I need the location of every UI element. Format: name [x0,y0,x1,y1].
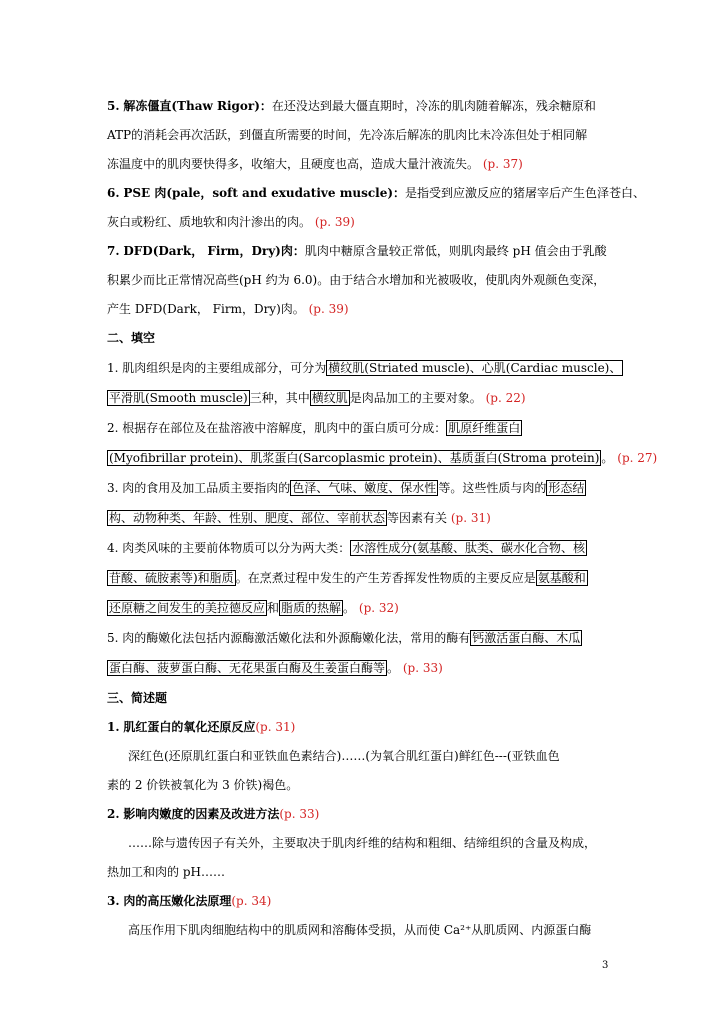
item-text: 是肉品加工的主要对象。 [349,391,482,405]
page-reference: (p. 33) [402,661,443,675]
page-reference: (p. 39) [308,302,349,316]
definition-7-line2: 积累少而比正常情况高些(pH 约为 6.0)。由于结合水增加和光被吸收，使肌肉外观颜色变深， [107,273,606,287]
fill-item-4-line2 [107,570,617,586]
item-text: 肉的食用及加工品质主要指肉的 [122,481,291,495]
page-reference: (p. 27) [617,451,658,465]
answer-box: 平滑肌(Smooth muscle) [109,391,248,405]
short-answer-2-title [107,806,617,822]
question-title: 影响肉嫩度的因素及改进方法 [123,807,280,821]
item-number: 2. [107,421,119,435]
answer-box: 水溶性成分(氨基酸、肽类、碳水化合物、核 [352,541,585,555]
item-text: 三种，其中 [249,391,310,405]
definition-7-line3 [107,301,617,317]
question-title: 肉的高压嫩化法原理 [123,894,232,908]
short-answer-3-body1: 高压作用下肌肉细胞结构中的肌质网和溶酶体受损，从而使 Ca²⁺从肌质网、内源蛋白酶 [128,923,592,937]
definition-text: 肌肉中糖原含量较正常低，则肌肉最终 pH 值会由于乳酸 [304,244,607,258]
item-number: 2. [107,807,120,821]
item-text: 。 [387,661,400,675]
fill-item-3-line1 [107,480,617,496]
short-answer-1-body1: 深红色(还原肌红蛋白和亚铁血色素结合)……(为氧合肌红蛋白)鲜红色---(亚铁血色 [128,749,560,763]
item-text: 等因素有关 [387,511,448,525]
definition-number: 6. [107,186,120,200]
page-reference: (p. 31) [450,511,491,525]
fill-item-4-line3 [107,600,617,616]
page-reference: (p. 31) [255,720,296,734]
definition-text: 在还没达到最大僵直期时，冷冻的肌肉随着解冻，残余糖原和 [271,99,596,113]
fill-item-5-line1 [107,630,617,646]
item-number: 1. [107,361,119,375]
answer-box: 苷酸、硫胺素等)和脂质 [109,571,234,585]
answer-box: 色泽、气味、嫩度、保水性 [292,481,437,495]
short-answer-1-title [107,719,617,735]
section-heading-fill-blank: 二、填空 [107,331,156,345]
fill-item-5-line2 [107,660,617,676]
item-text: 。 [343,601,356,615]
definition-5-line2: ATP的消耗会再次活跃，到僵直所需要的时间，先冷冻后解冻的肌肉比未冷冻但处于相同解 [107,128,588,142]
definition-term: DFD(Dark， Firm，Dry)肉： [123,244,305,258]
item-number: 5. [107,631,119,645]
page-number: 3 [602,960,609,971]
item-number: 3. [107,894,120,908]
definition-5-line3 [107,156,617,172]
item-text: 。 [601,451,614,465]
answer-box: 钙激活蛋白酶、木瓜 [472,631,581,645]
item-number: 3. [107,481,119,495]
answer-box: 形态结 [548,481,585,495]
page-reference: (p. 33) [279,807,320,821]
item-text: 和 [267,601,280,615]
answer-box: 氨基酸和 [537,571,586,585]
fill-item-3-line2 [107,510,617,526]
page-reference: (p. 32) [358,601,399,615]
answer-box: 构、动物种类、年龄、性别、肥度、部位、宰前状态 [109,511,386,525]
answer-box: 横纹肌 [311,391,348,405]
definition-text: 产生 DFD(Dark， Firm，Dry)肉。 [107,302,305,316]
item-text: 肉类风味的主要前体物质可以分为两大类： [122,541,351,555]
answer-box: 脂质的热解 [281,601,342,615]
fill-item-4-line1 [107,540,617,556]
question-title: 肌红蛋白的氧化还原反应 [123,720,256,734]
answer-box: (Myofibrillar protein)、肌浆蛋白(Sarcoplasmic protein)、基质蛋白(Stroma protein) [109,451,600,465]
answer-box: 还原糖之间发生的美拉德反应 [109,601,266,615]
fill-item-1-line1 [107,360,622,376]
page-reference: (p. 34) [231,894,272,908]
section-heading-short-answer: 三、简述题 [107,691,168,705]
definition-5-line1 [107,98,617,114]
answer-box: 蛋白酶、菠萝蛋白酶、无花果蛋白酶及生姜蛋白酶等 [109,661,386,675]
page-reference: (p. 22) [485,391,526,405]
item-text: 等。这些性质与肉的 [438,481,547,495]
page-reference: (p. 39) [314,215,355,229]
fill-item-2-line1 [107,420,617,436]
definition-7-line1 [107,243,617,259]
page-reference: (p. 37) [482,157,523,171]
definition-6-line2 [107,214,617,230]
short-answer-1-body2: 素的 2 价铁被氧化为 3 价铁)褐色。 [107,778,299,792]
fill-item-2-line2 [107,450,658,466]
fill-item-1-line2 [107,390,617,406]
item-text: 肉的酶嫩化法包括内源酶激活嫩化法和外源酶嫩化法，常用的酶有 [122,631,471,645]
definition-number: 5. [107,99,120,113]
item-number: 1. [107,720,120,734]
definition-text: 灰白或粉红、质地软和肉汁渗出的肉。 [107,215,312,229]
short-answer-2-body2: 热加工和肉的 pH…… [107,865,225,879]
definition-text: 是指受到应激反应的猪屠宰后产生色泽苍白、 [405,186,646,200]
short-answer-3-title [107,893,617,909]
definition-6-line1 [107,185,646,201]
item-text: 。在烹煮过程中发生的产生芳香挥发性物质的主要反应是 [235,571,536,585]
short-answer-2-body1: ……除与遗传因子有关外，主要取决于肌肉纤维的结构和粗细、结缔组织的含量及构成， [128,836,597,850]
item-text: 肌肉组织是肉的主要组成部分，可分为 [122,361,327,375]
item-text: 根据存在部位及在盐溶液中溶解度，肌肉中的蛋白质可分成： [122,421,447,435]
definition-text: 冻温度中的肌肉要快得多，收缩大，且硬度也高，造成大量汁液流失。 [107,157,480,171]
definition-term: 解冻僵直(Thaw Rigor)： [123,99,272,113]
answer-box: 横纹肌(Striated muscle)、心肌(Cardiac muscle)、 [328,361,622,375]
item-number: 4. [107,541,119,555]
definition-number: 7. [107,244,120,258]
answer-box: 肌原纤维蛋白 [448,421,521,435]
definition-term: PSE 肉(pale，soft and exudative muscle)： [123,186,406,200]
